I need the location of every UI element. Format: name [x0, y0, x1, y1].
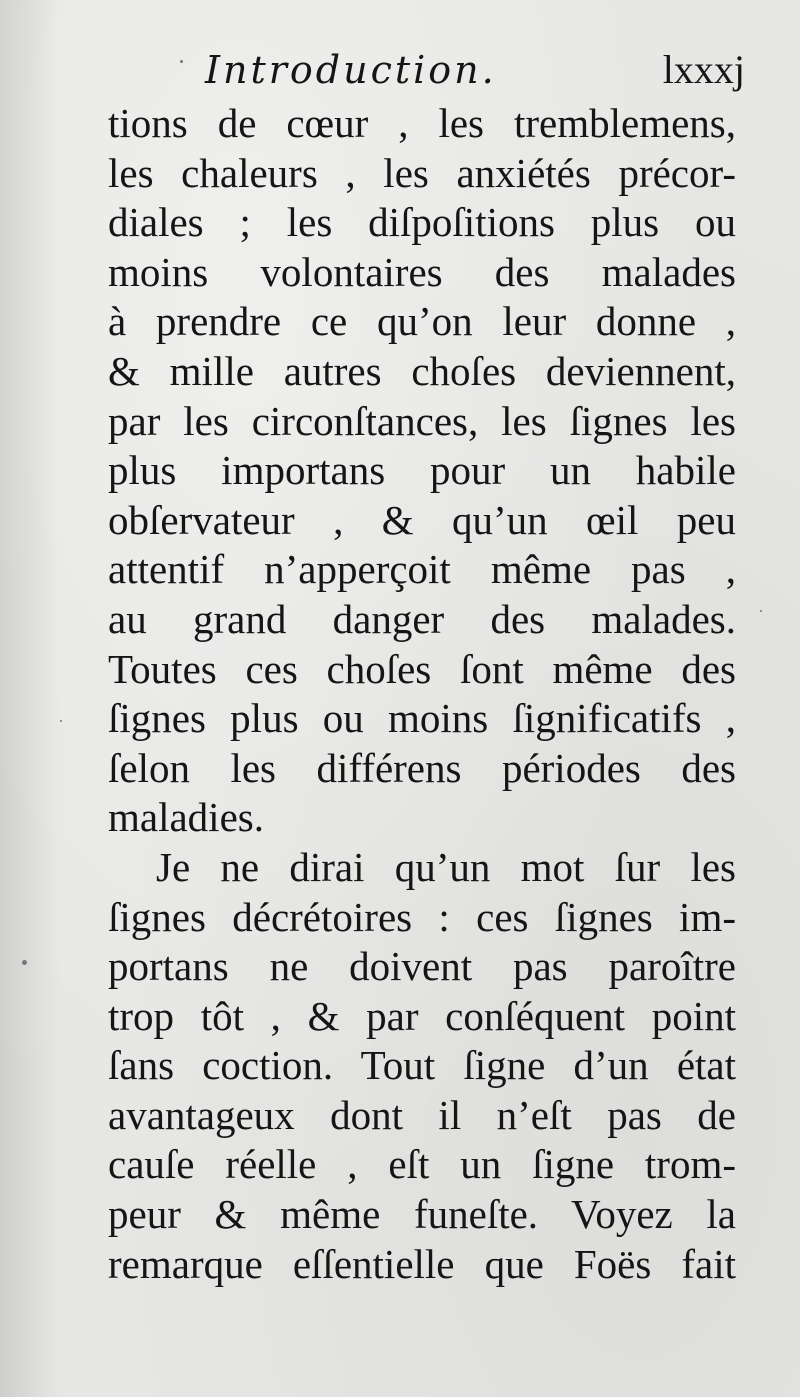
text-line: obſervateur , & qu’un œil peu — [108, 496, 736, 543]
text-line: maladies. — [108, 794, 264, 841]
paper-speck — [180, 60, 183, 63]
text-line: Je ne dirai qu’un mot ſur les — [156, 843, 736, 890]
text-line: & mille autres choſes deviennent, — [108, 347, 736, 394]
paragraph — [108, 843, 736, 1289]
body-text — [108, 99, 736, 1289]
text-line: peur & même funeſte. Voyez la — [108, 1191, 736, 1238]
paper-speck — [22, 960, 27, 965]
text-line: avantageux dont il n’eſt pas de — [108, 1091, 736, 1138]
running-title: Introduction. — [205, 48, 497, 92]
text-line: trop tôt , & par conſéquent point — [108, 992, 736, 1039]
text-line: ſignes plus ou moins ſignificatifs , — [108, 695, 736, 742]
paper-speck — [760, 610, 762, 612]
text-line: remarque eſſentielle que Foës fait — [108, 1240, 736, 1287]
text-line: cauſe réelle , eſt un ſigne trom- — [108, 1141, 736, 1188]
text-line: ſignes décrétoires : ces ſignes im- — [108, 893, 736, 940]
text-line: Toutes ces choſes ſont même des — [108, 645, 736, 692]
text-line: portans ne doivent pas paroître — [108, 943, 736, 990]
paper-speck — [60, 720, 62, 722]
text-line: les chaleurs , les anxiétés précor- — [108, 149, 736, 196]
text-line: tions de cœur , les tremblemens, — [108, 100, 736, 146]
text-line: à prendre ce qu’on leur donne , — [108, 298, 736, 345]
paragraph — [108, 99, 736, 843]
text-line: au grand danger des malades. — [108, 595, 736, 642]
text-line: plus importans pour un habile — [108, 447, 736, 494]
text-line: par les circonſtances, les ſignes les — [108, 397, 736, 444]
text-line: diales ; les diſpoſitions plus ou — [108, 199, 736, 246]
running-header — [205, 42, 745, 98]
text-line: moins volontaires des malades — [108, 248, 736, 295]
text-line: ſans coction. Tout ſigne d’un état — [108, 1042, 736, 1089]
gutter-shadow — [0, 0, 60, 1397]
page-number: lxxxj — [662, 47, 745, 92]
text-line: attentif n’apperçoit même pas , — [108, 546, 736, 593]
text-line: ſelon les différens périodes des — [108, 744, 736, 791]
